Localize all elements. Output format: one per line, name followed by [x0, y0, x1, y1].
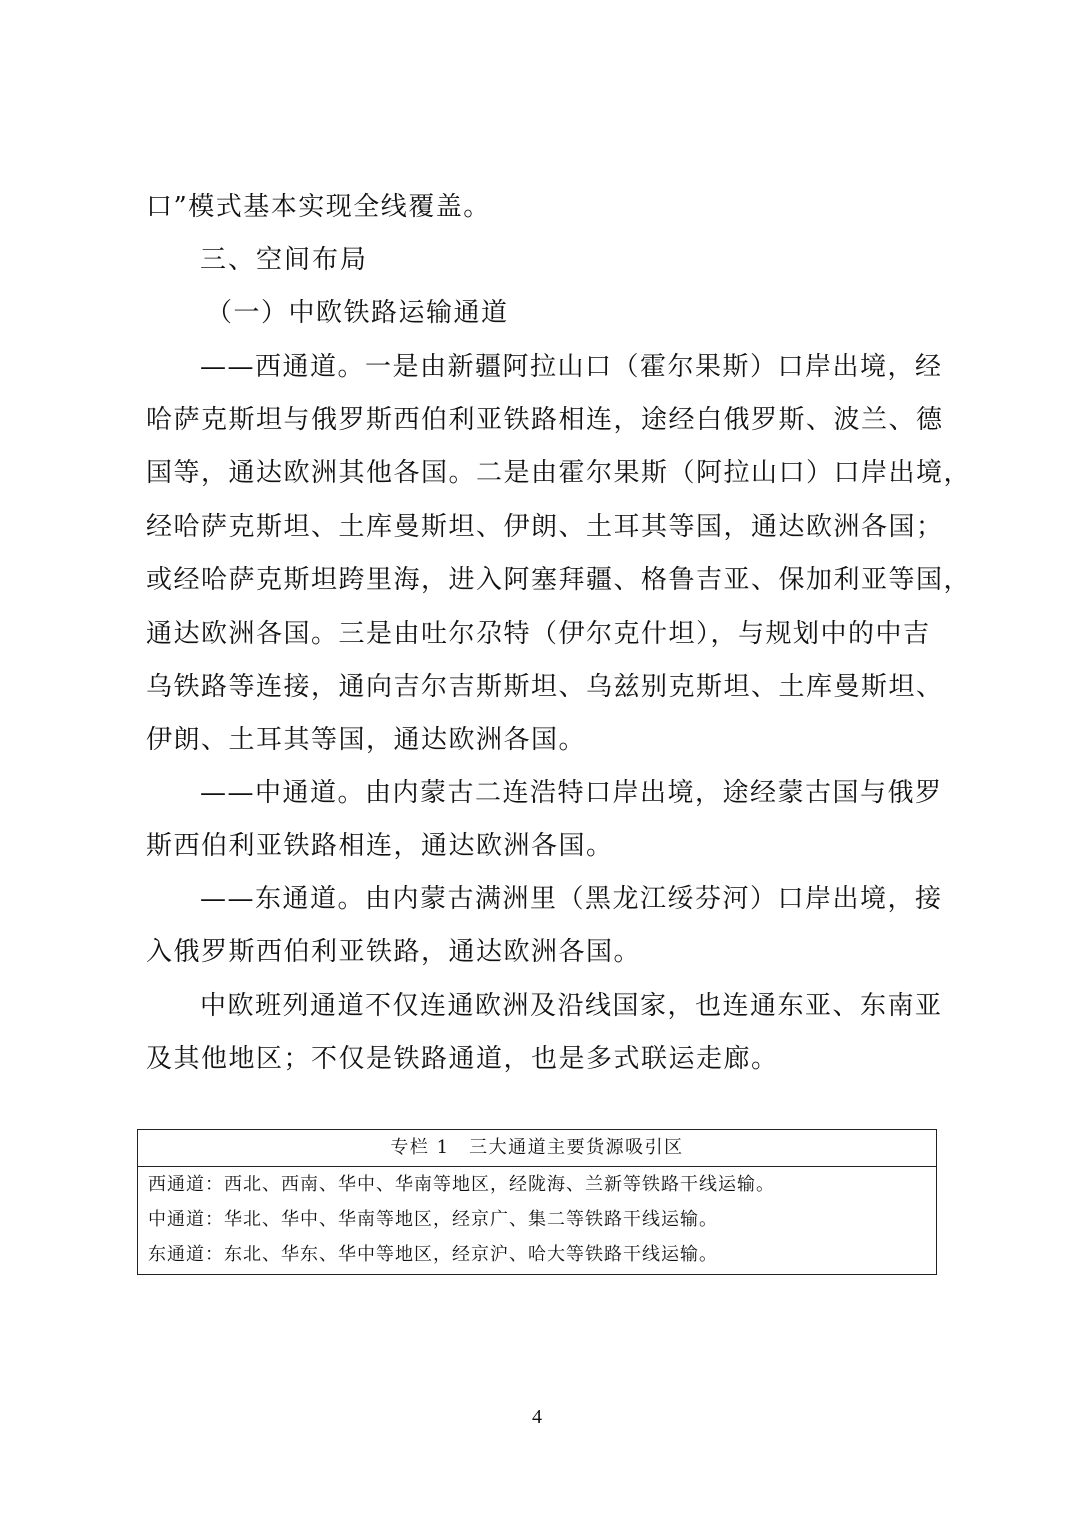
column-box: [137, 1129, 937, 1275]
paragraph-line: 入俄罗斯西伯利亚铁路，通达欧洲各国。: [146, 937, 642, 967]
column-box-title: 专栏 1 三大通道主要货源吸引区: [138, 1130, 936, 1167]
paragraph-line: ——西通道。一是由新疆阿拉山口（霍尔果斯）口岸出境，经: [200, 352, 943, 382]
paragraph-line: 哈萨克斯坦与俄罗斯西伯利亚铁路相连，途经白俄罗斯、波兰、德: [146, 405, 944, 435]
column-box-row-west: 西通道：西北、西南、华中、华南等地区，经陇海、兰新等铁路干线运输。: [148, 1174, 775, 1195]
paragraph-line: 乌铁路等连接，通向吉尔吉斯斯坦、乌兹别克斯坦、土库曼斯坦、: [146, 672, 944, 702]
page-number: 4: [532, 1406, 542, 1428]
paragraph-line: 及其他地区；不仅是铁路通道，也是多式联运走廊。: [146, 1044, 779, 1074]
column-box-row-central: 中通道：华北、华中、华南等地区，经京广、集二等铁路干线运输。: [148, 1209, 718, 1230]
paragraph-line: 斯西伯利亚铁路相连，通达欧洲各国。: [146, 831, 614, 861]
paragraph-line: ——中通道。由内蒙古二连浩特口岸出境，途经蒙古国与俄罗: [200, 778, 943, 808]
column-box-row-east: 东通道：东北、华东、华中等地区，经京沪、哈大等铁路干线运输。: [148, 1244, 718, 1265]
paragraph-line: 通达欧洲各国。三是由吐尔尕特（伊尔克什坦），与规划中的中吉: [146, 619, 931, 649]
paragraph-line: 或经哈萨克斯坦跨里海，进入阿塞拜疆、格鲁吉亚、保加利亚等国，: [146, 565, 972, 595]
paragraph-line: ——东通道。由内蒙古满洲里（黑龙江绥芬河）口岸出境，接: [200, 884, 943, 914]
paragraph-line: 中欧班列通道不仅连通欧洲及沿线国家，也连通东亚、东南亚: [200, 991, 943, 1021]
subsection-heading: （一）中欧铁路运输通道: [206, 298, 509, 328]
paragraph-line: 经哈萨克斯坦、土库曼斯坦、伊朗、土耳其等国，通达欧洲各国；: [146, 512, 944, 542]
paragraph-line: 国等，通达欧洲其他各国。二是由霍尔果斯（阿拉山口）口岸出境，: [146, 458, 972, 488]
paragraph-line: 伊朗、土耳其等国，通达欧洲各国。: [146, 725, 587, 755]
paragraph-line: 口”模式基本实现全线覆盖。: [146, 192, 491, 222]
section-heading: 三、空间布局: [200, 245, 369, 275]
